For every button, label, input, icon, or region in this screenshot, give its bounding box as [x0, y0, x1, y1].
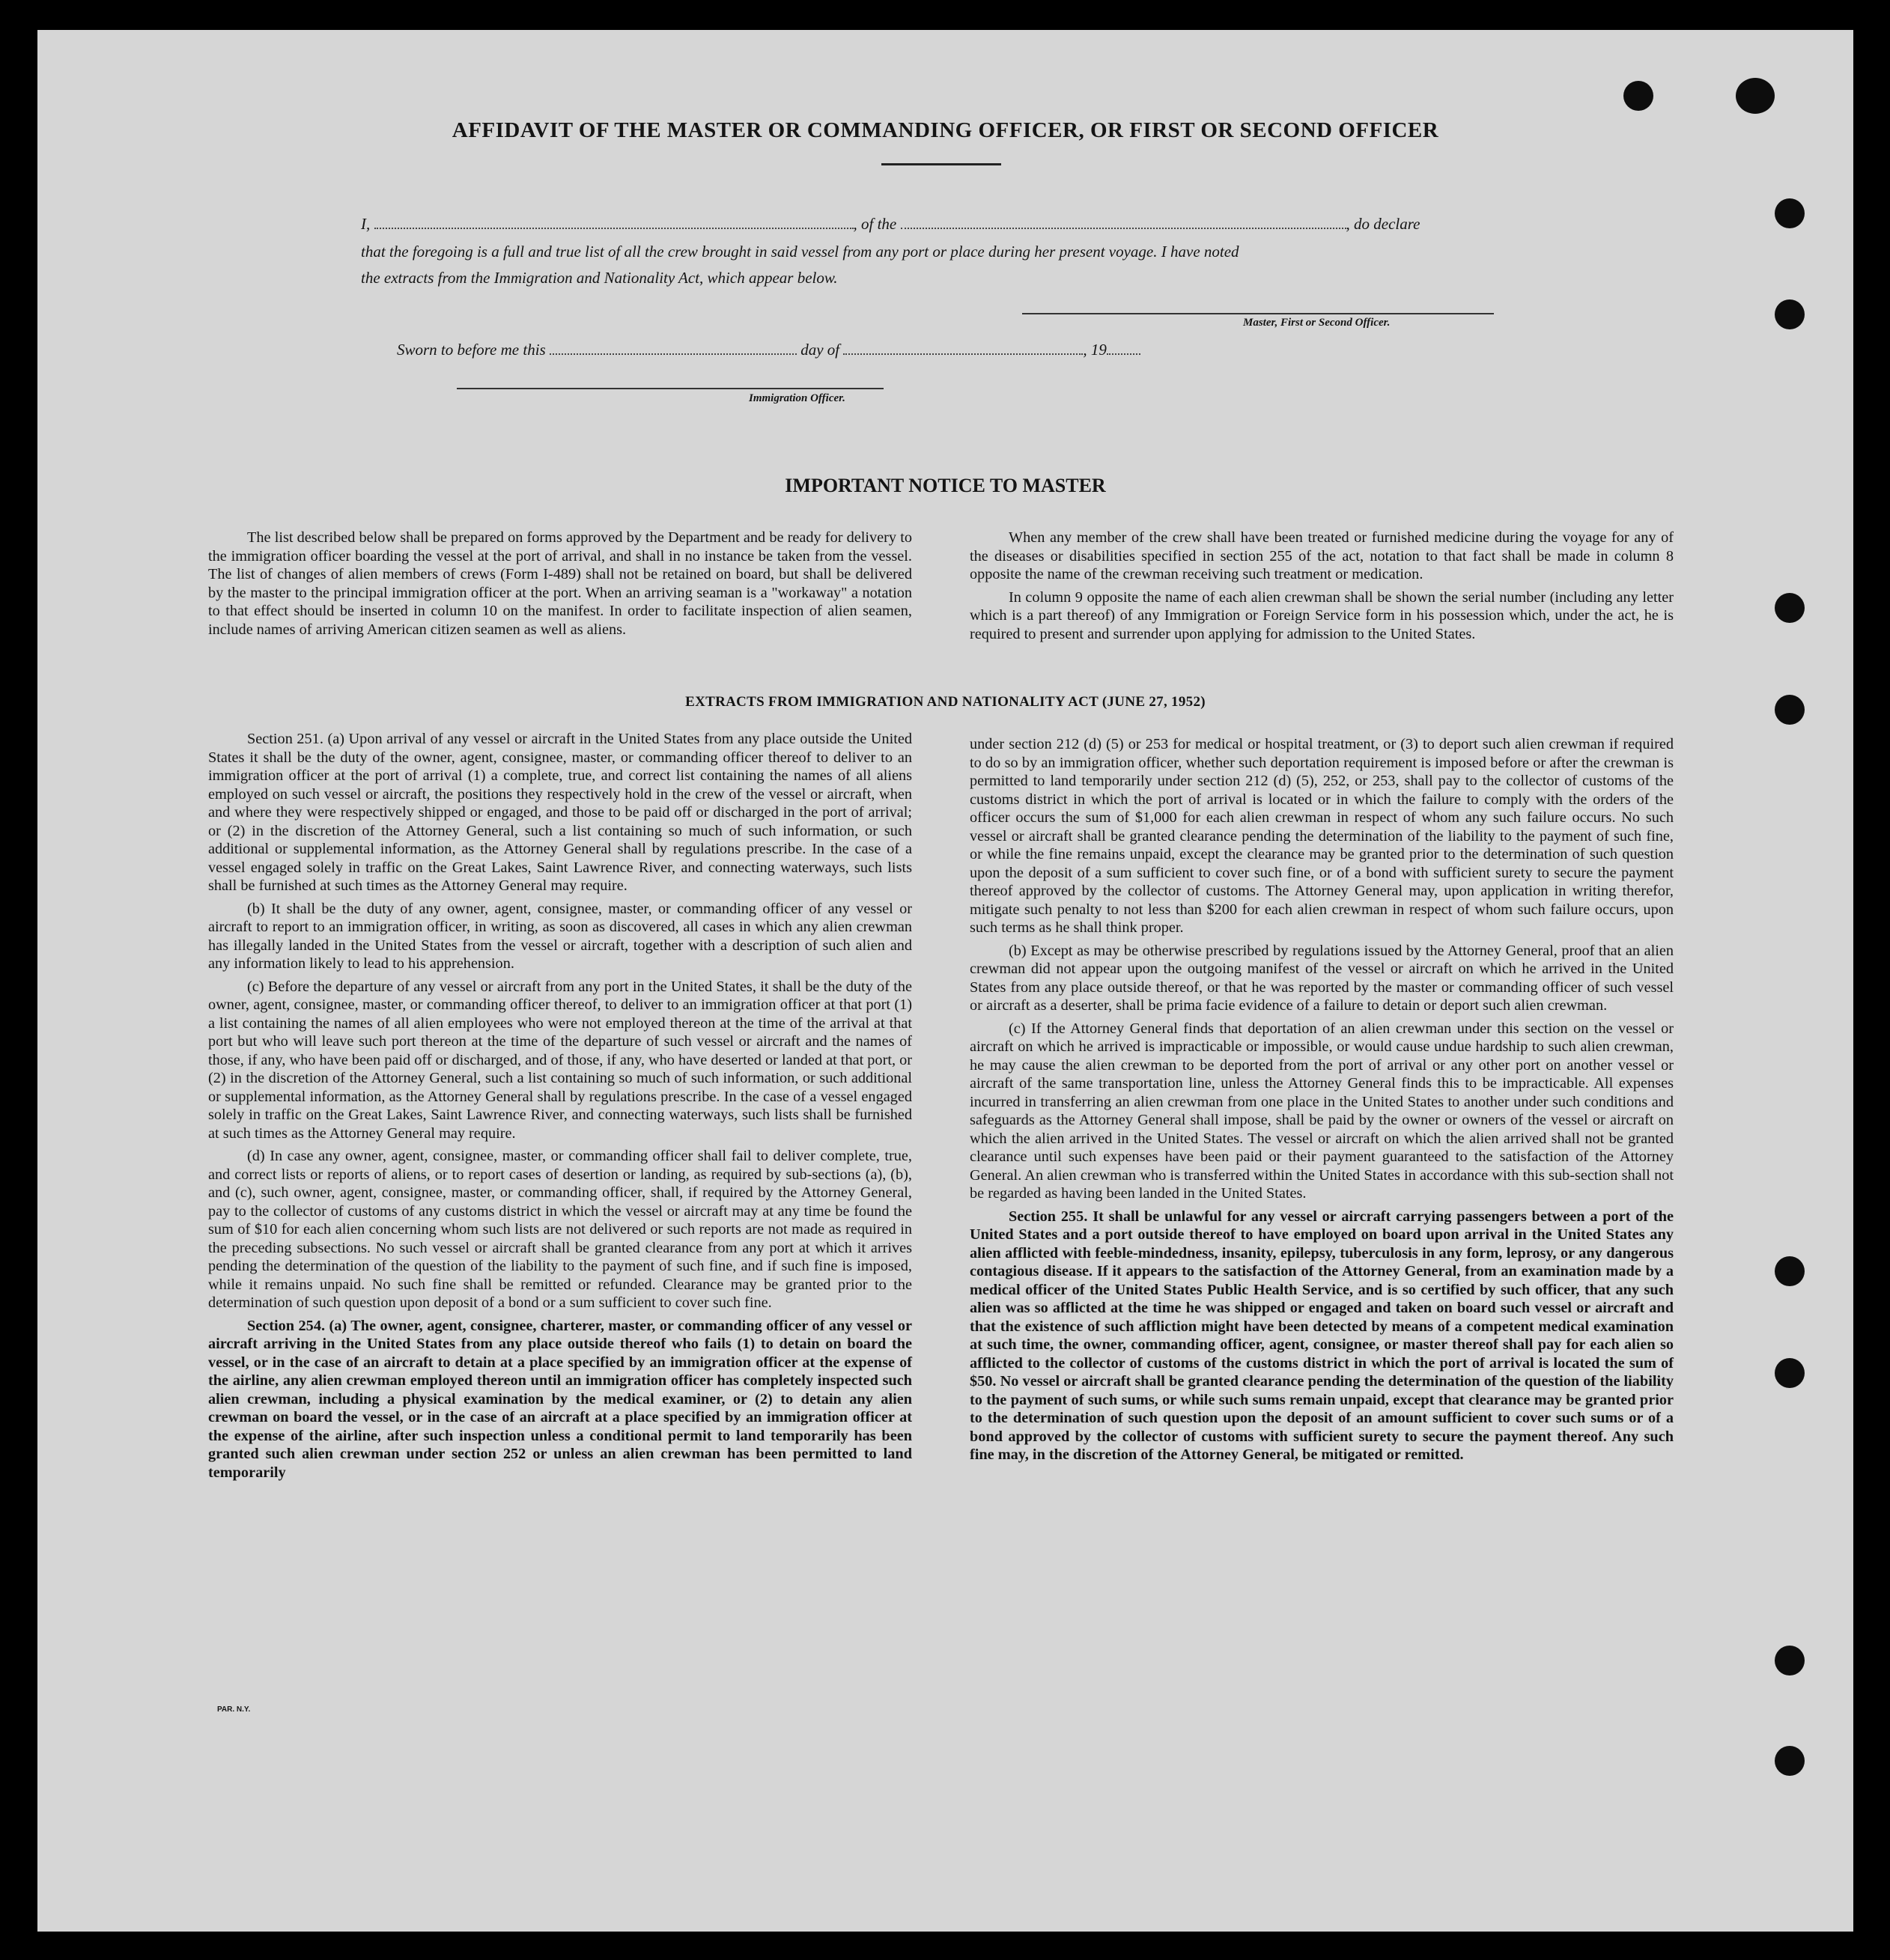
master-signature-caption: Master, First or Second Officer. — [1243, 317, 1391, 329]
decl-of-the-label: , of the — [853, 215, 897, 233]
punch-hole-7 — [1775, 1256, 1805, 1286]
sworn-line — [397, 337, 1295, 363]
decl-declare-label: , do declare — [1346, 215, 1420, 233]
notice-left-paragraph: The list described below shall be prepared on forms approved by the Department and be ready for delivery to the immigration officer boarding the vessel at the port of arrival, and shall in no instance be taken from the vessel. The list of changes of alien members of crews (Form I-489) shall not be retained on board, but shall be delivered by the master to the principal immigration officer at the port. When an arriving seaman is a "workaway" a notation to that effect should be inserted in column 10 on the manifest. In order to facilitate inspection of alien seamen, include names of arriving American citizen seamen as well as aliens. — [208, 529, 912, 638]
notice-title: IMPORTANT NOTICE TO MASTER — [785, 475, 1106, 496]
notice-left-column — [208, 529, 912, 643]
notice-right-paragraph-1: When any member of the crew shall have been treated or furnished medicine during the voyage for any of the diseases or disabilities specified in section 255 of the act, notation to that fact shall be made in column 8 opposite the name of the crewman receiving such treatment or medication. — [970, 529, 1674, 582]
section-255: Section 255. It shall be unlawful for any vessel or aircraft carrying passengers between a port of the United States and a port outside thereof to have employed on board upon arrival in the United States any alien afflicted with feeble-mindedness, insanity, epilepsy, tuberculosis in any form, leprosy, or any dangerous contagious disease. If it appears to the satisfaction of the Attorney General, from an examination made by a medical officer of the United States Public Health Service, and is so certified by such officer, that any such alien was so afflicted at the time he was shipped or engaged and taken on board such vessel or aircraft and that the existence of such affliction might have been detected by means of a competent medical examination at such time, the owner, commanding officer, agent, consignee, or master thereof shall pay for each alien so afflicted to the collector of customs of the customs district in which the port of arrival is located the sum of $50. No vessel or aircraft shall be granted clearance pending the determination of the question of the liability to the payment of such sums, or while such sums remain unpaid, except that clearance may be granted prior to the determination of such question upon the deposit of an amount sufficient to cover such sums or of a bond approved by the collector of customs with sufficient surety to secure the payment thereof. Any such fine may, in the discretion of the Attorney General, be mitigated or remitted. — [970, 1208, 1674, 1463]
year-label: , 19 — [1083, 341, 1107, 359]
sworn-day-blank[interactable] — [550, 343, 797, 355]
punch-hole-2 — [1736, 78, 1775, 114]
punch-hole-8 — [1775, 1358, 1805, 1388]
section-251b: (b) It shall be the duty of any owner, agent, consignee, master, or commanding officer of any vessel or aircraft to report to an immigration officer, in writing, as soon as discovered, all cases in which any alien crewman has illegally landed in the United States from the vessel or aircraft, together with a description of such alien and any information likely to lead to his apprehension. — [208, 900, 912, 972]
section-251d: (d) In case any owner, agent, consignee, master, or commanding officer shall fail to deliver complete, true, and correct lists or reports of aliens, or to report cases of desertion or landing, as required by sub-sections (a), (b), and (c), such owner, agent, consignee, master, or commanding officer, shall, if required by the Attorney General, pay to the collector of customs of any customs district in which the vessel or aircraft may at any time be found the sum of $10 for each alien concerning whom such lists are not delivered or such reports are not made as required in the preceding subsections. No such vessel or aircraft shall be granted clearance from any port at which it arrives pending the determination of the question of the liability to the payment of such fine, and if such fine is imposed, while it remains unpaid. No such fine shall be remitted or refunded. Clearance may be granted prior to the determination of such question upon deposit of a bond or a sum sufficient to cover such fine. — [208, 1148, 912, 1311]
punch-hole-5 — [1775, 593, 1805, 623]
section-251a: Section 251. (a) Upon arrival of any vessel or aircraft in the United States from any place outside the United States it shall be the duty of the owner, agent, consignee, master, or commanding officer thereof to deliver to an immigration officer at the port of arrival (1) a complete, true, and correct list containing the names of all aliens employed on such vessel or aircraft, the positions they respectively hold in the crew of the vessel or aircraft, when and where they were respectively shipped or engaged, and those to be paid off or discharged in the port of arrival; or (2) in the discretion of the Attorney General, such a list containing so much of such information, or such additional or supplemental information, as the Attorney General shall by regulations prescribe. In the case of a vessel engaged solely in traffic on the Great Lakes, Saint Lawrence River, and connecting waterways, such lists shall be furnished at such times as the Attorney General may require. — [208, 731, 912, 894]
section-254b: (b) Except as may be otherwise prescribed by regulations issued by the Attorney General, proof that an alien crewman did not appear upon the outgoing manifest of the vessel or aircraft on which he arrived in the United States from any place outside thereof, or that he was reported by the master or commanding officer of such vessel or aircraft as a deserter, shall be prima facie evidence of a failure to detain or deport such alien crewman. — [970, 942, 1674, 1014]
vessel-blank[interactable] — [901, 217, 1346, 229]
declaration-line-3: the extracts from the Immigration and Nationality Act, which appear below. — [361, 269, 838, 287]
notice-right-column — [970, 529, 1674, 648]
notice-right-paragraph-2: In column 9 opposite the name of each alien crewman shall be shown the serial number (including any letter which is a part thereof) of any Immigration or Foreign Service form in his possession which, under the act, he is required to present and surrender upon applying for admission to the United States. — [970, 588, 1674, 642]
affidavit-title: AFFIDAVIT OF THE MASTER OR COMMANDING OFFICER, OR FIRST OR SECOND OFFICER — [452, 118, 1439, 142]
document-page — [37, 30, 1853, 1932]
declaration-line-1 — [361, 211, 1522, 237]
section-254a: Section 254. (a) The owner, agent, consignee, charterer, master, or commanding officer of any vessel or aircraft arriving in the United States from any place outside thereof who fails (1) to detain on board the vessel, or in the case of an aircraft to detain at a place specified by an immigration officer at the expense of the airline, any alien crewman employed thereon until an immigration officer has completely inspected such alien crewman, including a physical examination by the medical examiner, or (2) to detain any alien crewman on board the vessel, or in the case of an aircraft at a place specified by an immigration officer at the expense of the airline, after such inspection unless a conditional permit to land temporarily has been granted such alien crewman under section 252 or unless an alien crewman has been permitted to land temporarily — [208, 1317, 912, 1481]
extracts-left-column — [208, 730, 912, 1486]
declaration-line-2: that the foregoing is a full and true list of all the crew brought in said vessel from any port or place during her present voyage. I have noted — [361, 243, 1239, 261]
sworn-month-blank[interactable] — [843, 343, 1083, 355]
punch-hole-9 — [1775, 1646, 1805, 1676]
extracts-right-column — [970, 735, 1674, 1469]
sworn-label: Sworn to before me this — [397, 341, 546, 359]
day-of-label: day of — [800, 341, 840, 359]
sworn-year-blank[interactable] — [1107, 343, 1140, 355]
punch-hole-3 — [1775, 198, 1805, 228]
punch-hole-10 — [1775, 1746, 1805, 1776]
section-254a-continued: under section 212 (d) (5) or 253 for medical or hospital treatment, or (3) to deport such alien crewman if required to do so by an immigration officer, whether such deportation requirement is imposed before or after the crewman is permitted to land temporarily under section 212 (d) (5), 252, or 253, shall pay to the collector of customs of the customs district in which the port of arrival is located or in which the failure to comply with the orders of the officer occurs the sum of $1,000 for each alien crewman in respect of whom any such failure occurs. No such vessel or aircraft shall be granted clearance pending the determination of the liability to the payment of such fine, or while the fine remains unpaid, except the clearance may be granted prior to the determination of such question upon the deposit of a sum sufficient to cover such fine, or of a bond with sufficient surety to secure the payment thereof approved by the collector of customs. The Attorney General may, upon application in writing therefor, mitigate such penalty to not less than $200 for each alien crewman in respect of whom such failure occurs, upon such terms as he shall think proper. — [970, 736, 1674, 936]
officer-signature-caption: Immigration Officer. — [749, 392, 845, 404]
decl-i-label: I, — [361, 215, 371, 233]
name-blank[interactable] — [374, 217, 854, 229]
master-signature-line[interactable] — [1022, 313, 1494, 314]
printer-mark: PAR. N.Y. — [217, 1705, 251, 1714]
section-254c: (c) If the Attorney General finds that deportation of an alien crewman under this section on the vessel or aircraft on which he arrived is impracticable or impossible, or would cause undue hardship to such alien crewman, he may cause the alien crewman to be deported from the port of arrival or any other port on another vessel or aircraft of the same transportation line, unless the Attorney General finds this to be impracticable. All expenses incurred in transferring an alien crewman from one place in the United States to another under such conditions and safeguards as the Attorney General shall impose, shall be paid by the owner or owners of the vessel or aircraft on which the alien arrived in the United States. The vessel or aircraft on which the alien arrived shall not be granted clearance until such expenses have been paid or their payment guaranteed to the satisfaction of the Attorney General. An alien crewman who is transferred within the United States in accordance with this sub-section shall not be regarded as having been landed in the United States. — [970, 1020, 1674, 1202]
punch-hole-4 — [1775, 299, 1805, 329]
officer-signature-line[interactable] — [457, 388, 884, 389]
title-divider — [881, 163, 1001, 165]
extracts-title: EXTRACTS FROM IMMIGRATION AND NATIONALITY ACT (JUNE 27, 1952) — [685, 694, 1206, 710]
section-251c: (c) Before the departure of any vessel or aircraft from any port in the United States, it shall be the duty of the owner, agent, consignee, master, or commanding officer thereof, to deliver to an immigration officer at that port (1) a list containing the names of all alien employees who were not employed thereon at the time of the arrival at that port but who will leave such port thereon at the time of the departure of such vessel or aircraft and the names of those, if any, who have been paid off or discharged, and of those, if any, who have deserted or landed at that port, or (2) in the discretion of the Attorney General, such a list containing so much of such information, or such additional or supplemental information, as the Attorney General shall by regulations prescribe. In the case of a vessel engaged solely in traffic on the Great Lakes, Saint Lawrence River, and connecting waterways, such lists shall be furnished at such times as the Attorney General may require. — [208, 978, 912, 1142]
punch-hole-1 — [1623, 81, 1653, 111]
